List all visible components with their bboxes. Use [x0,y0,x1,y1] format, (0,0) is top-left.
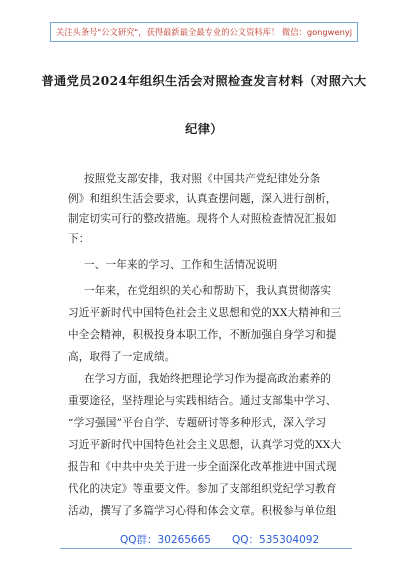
body-line: 按照党支部安排，我对照《中国共产党纪律处分条 [84,173,321,185]
qq-contact: QQ：535304092 [232,534,320,546]
promo-banner [50,22,358,42]
body-line: 制定切实可行的整改措施。现将个人对照检查情况汇报如 [68,213,337,225]
body-line: 一年来，在党组织的关心和帮助下，我认真贯彻落实 [84,285,332,297]
qq-group-contact: QQ群：30265665 [120,534,211,546]
document-title-line-2: 纪律） [185,122,223,136]
body-line: 报告和《中共中央关于进一步全面深化改革推进中国式现 [68,461,337,473]
body-line: 例》和组织生活会要求，认真查摆问题，深入进行剖析， [68,193,337,205]
promo-text: 关注头条号"公文研究"，获得最新最全最专业的公文资料库！ 微信：gongwenyj [55,27,353,37]
body-line: 重要途径，坚持理论与实践相结合。通过支部集中学习、 [68,395,337,407]
body-line: 在学习方面，我始终把理论学习作为提高政治素养的 [84,373,332,385]
body-line: 习近平新时代中国特色社会主义思想和党的XX大精神和三 [68,307,342,319]
section-heading: 一、一年来的学习、工作和生活情况说明 [84,259,278,271]
body-line: 高，取得了一定成绩。 [68,351,176,363]
body-line: “学习强国”平台自学、专题研讨等多种形式，深入学习 [68,417,327,429]
body-line: 中全会精神，积极投身本职工作，不断加强自身学习和提 [68,329,337,341]
footer-divider [60,548,352,549]
body-line: 下： [68,233,90,245]
body-line: 代化的决定》等重要文件。参加了支部组织党纪学习教育 [68,483,337,495]
document-title-line-1: 普通党员2024年组织生活会对照检查发言材料（对照六大 [41,74,367,88]
body-line: 活动，撰写了多篇学习心得和体会文章。积极参与单位组 [68,505,337,517]
body-line: 习近平新时代中国特色社会主义思想，认真学习党的XX大 [68,439,342,451]
